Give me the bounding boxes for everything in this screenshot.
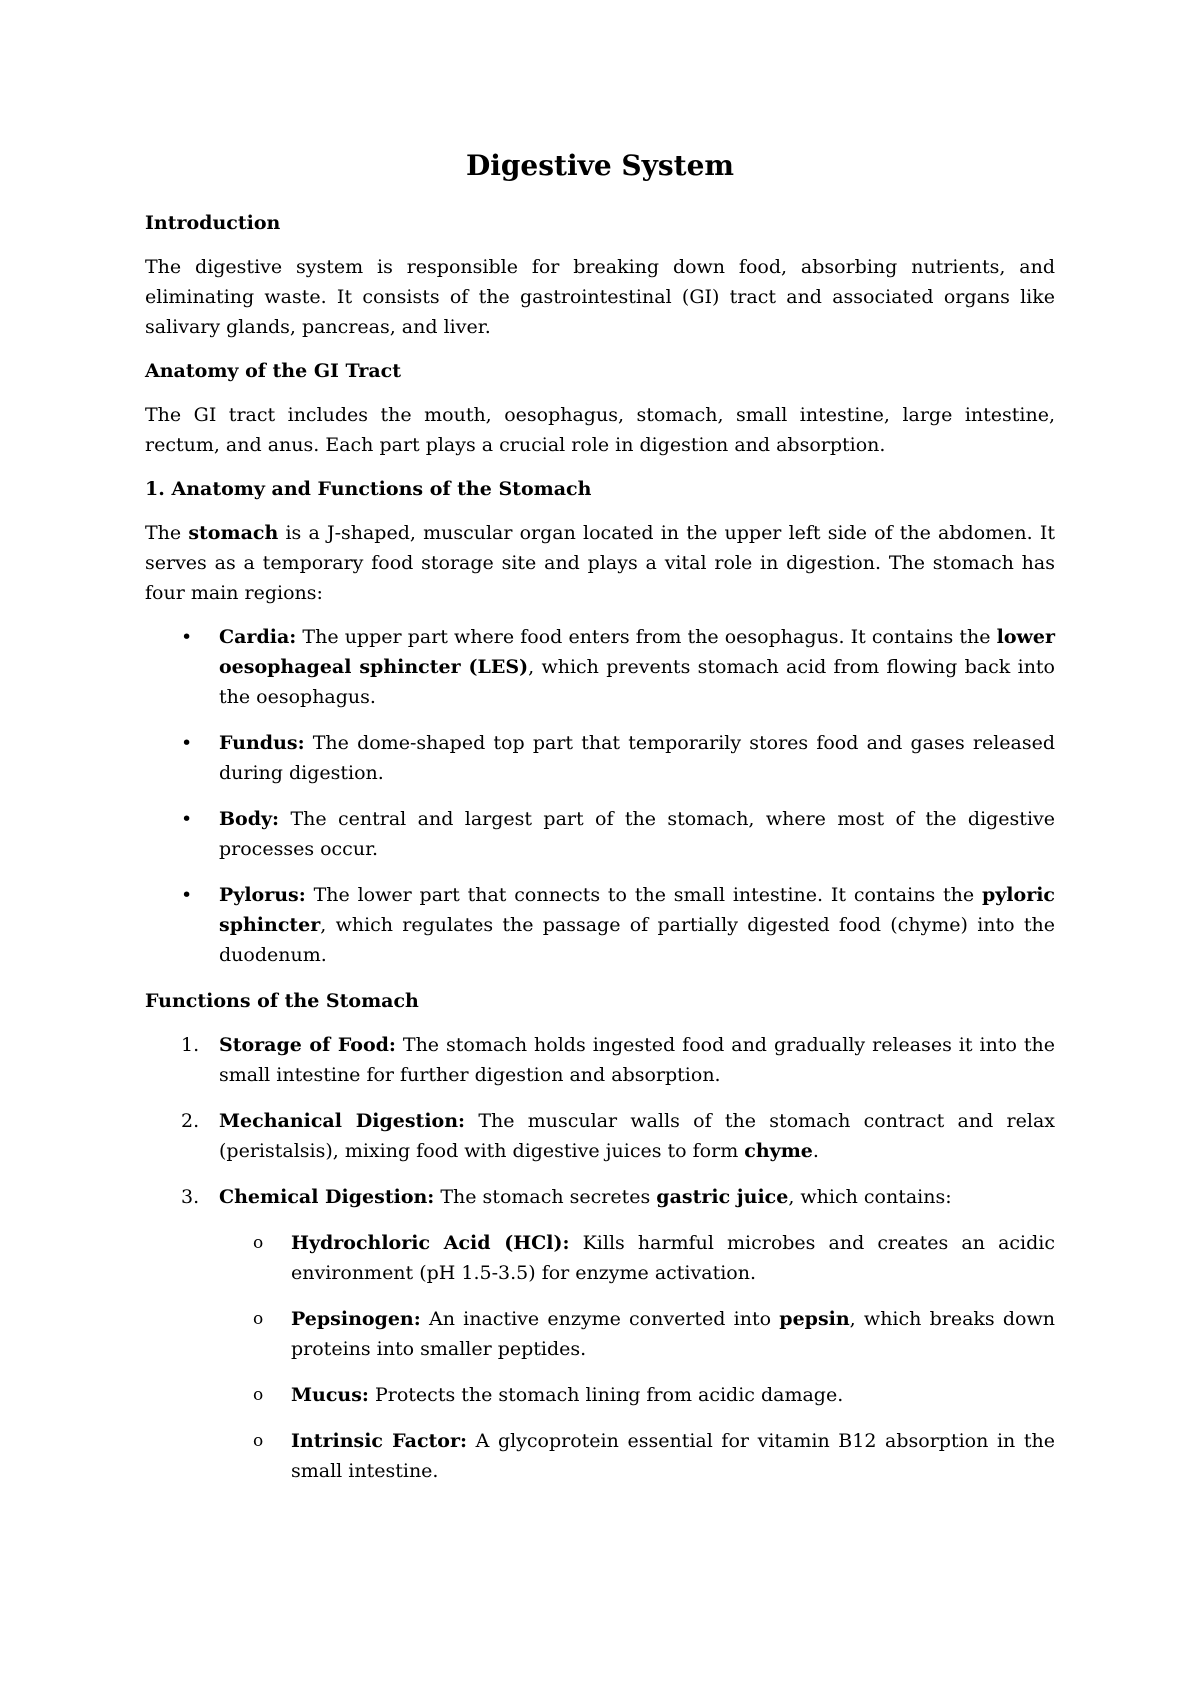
heading-stomach-functions: Functions of the Stomach (145, 990, 419, 1012)
region-text: , which prevents stomach acid from flowing back into the oesophagus. (219, 656, 1055, 708)
region-item-fundus (145, 728, 1055, 788)
circle-bullet-icon: o (253, 1431, 264, 1451)
stomach-regions-list (145, 622, 1055, 970)
circle-bullet-icon: o (253, 1309, 264, 1329)
region-term: lower oesophageal sphincter (LES) (219, 626, 1055, 678)
document-title: Digestive System (465, 149, 735, 182)
component-label: Pepsinogen: (291, 1308, 421, 1330)
function-text: The stomach holds ingested food and gradually releases it into the small intestine for further digestion and absorption. (219, 1034, 1055, 1086)
stomach-text-c: is a J-shaped, muscular organ located in the upper left side of the abdomen. It serves as a temporary food storage site and plays a vital role in digestion. The stomach has four main regions: (145, 522, 1055, 604)
function-item-mechanical (145, 1106, 1055, 1166)
stomach-term: stomach (188, 522, 279, 544)
gastric-juice-components-list (145, 1228, 1055, 1486)
function-term: gastric juice (656, 1186, 789, 1208)
list-number: 2. (181, 1110, 200, 1132)
function-text: The stomach secretes (434, 1186, 657, 1208)
function-label: Chemical Digestion: (219, 1186, 435, 1208)
function-text: , which contains: (788, 1186, 952, 1208)
intro-paragraph: The digestive system is responsible for breaking down food, absorbing nutrients, and eliminating waste. It consists of the gastrointestinal (GI) tract and associated organs like salivary glands, pancreas, and liver. (145, 256, 1055, 338)
stomach-paragraph (145, 518, 1055, 608)
component-item-pepsinogen (145, 1304, 1055, 1364)
component-item-mucus (145, 1380, 1055, 1410)
bullet-icon: • (181, 732, 193, 754)
region-label: Fundus: (219, 732, 305, 754)
component-item-intrinsic-factor (145, 1426, 1055, 1486)
region-text: The dome-shaped top part that temporarily stores food and gases released during digestion. (219, 732, 1055, 784)
document-page (145, 142, 1055, 1502)
region-term: pyloric sphincter (219, 884, 1055, 936)
function-item-storage (145, 1030, 1055, 1090)
stomach-text-a: The (145, 522, 189, 544)
bullet-icon: • (181, 808, 193, 830)
region-text: , which regulates the passage of partially digested food (chyme) into the duodenum. (219, 914, 1055, 966)
component-text: Kills harmful microbes and creates an acidic environment (pH 1.5-3.5) for enzyme activation. (291, 1232, 1055, 1284)
region-label: Pylorus: (219, 884, 306, 906)
component-term: pepsin (779, 1308, 850, 1330)
component-label: Intrinsic Factor: (291, 1430, 467, 1452)
region-item-body (145, 804, 1055, 864)
bullet-icon: • (181, 884, 193, 906)
function-item-chemical (145, 1182, 1055, 1212)
anatomy-paragraph: The GI tract includes the mouth, oesophagus, stomach, small intestine, large intestine, rectum, and anus. Each part plays a crucial role in digestion and absorption. (145, 404, 1055, 456)
list-number: 3. (181, 1186, 200, 1208)
component-label: Hydrochloric Acid (HCl): (291, 1232, 570, 1254)
component-item-hcl (145, 1228, 1055, 1288)
region-text: The upper part where food enters from the oesophagus. It contains the (296, 626, 997, 648)
region-label: Body: (219, 808, 280, 830)
region-text: The lower part that connects to the small intestine. It contains the (305, 884, 982, 906)
heading-anatomy: Anatomy of the GI Tract (145, 360, 401, 382)
region-item-pylorus (145, 880, 1055, 970)
circle-bullet-icon: o (253, 1233, 264, 1253)
region-label: Cardia: (219, 626, 297, 648)
function-term: chyme (744, 1140, 813, 1162)
functions-list (145, 1030, 1055, 1212)
component-text: An inactive enzyme converted into (420, 1308, 780, 1330)
region-text: The central and largest part of the stomach, where most of the digestive processes occur. (219, 808, 1055, 860)
component-text: Protects the stomach lining from acidic damage. (368, 1384, 844, 1406)
component-text: A glycoprotein essential for vitamin B12 absorption in the small intestine. (291, 1430, 1056, 1482)
function-text: . (812, 1140, 819, 1162)
component-text: , which breaks down proteins into smaller peptides. (291, 1308, 1055, 1360)
heading-stomach-anatomy: 1. Anatomy and Functions of the Stomach (145, 478, 592, 500)
function-text: The muscular walls of the stomach contract and relax (peristalsis), mixing food with digestive juices to form (219, 1110, 1055, 1162)
function-label: Mechanical Digestion: (219, 1110, 466, 1132)
circle-bullet-icon: o (253, 1385, 264, 1405)
bullet-icon: • (181, 626, 193, 648)
component-label: Mucus: (291, 1384, 369, 1406)
list-number: 1. (181, 1034, 200, 1056)
function-label: Storage of Food: (219, 1034, 396, 1056)
heading-introduction: Introduction (145, 212, 281, 234)
region-item-cardia (145, 622, 1055, 712)
